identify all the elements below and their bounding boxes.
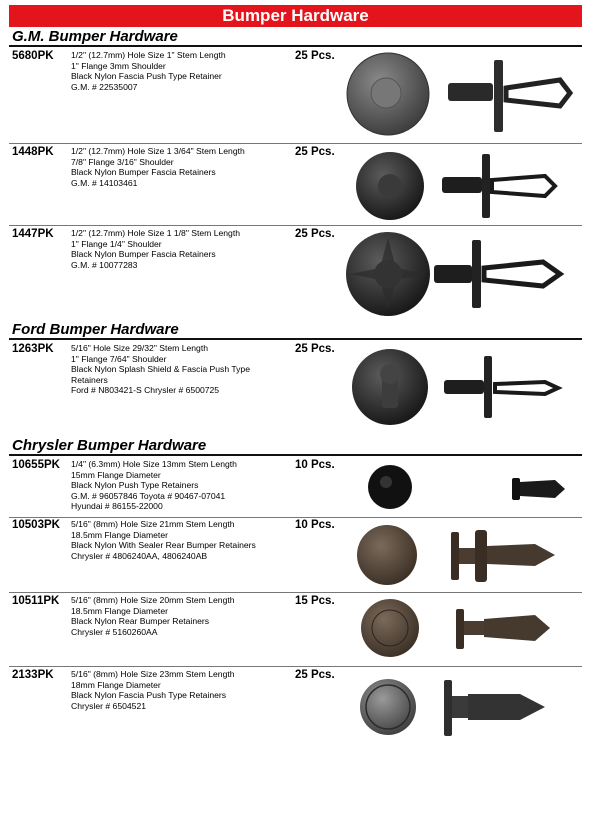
description-line: 1" Flange 7/64" Shoulder bbox=[71, 353, 167, 364]
item-divider bbox=[9, 225, 582, 226]
product-description bbox=[71, 146, 301, 188]
item-divider bbox=[9, 666, 582, 667]
part-number: 5680PK bbox=[12, 50, 54, 62]
description-line: 1/4" (6.3mm) Hole Size 13mm Stem Length bbox=[71, 459, 237, 469]
description-line: Chrysler # 5160260AA bbox=[71, 626, 158, 637]
description-line: G.M. # 22535007 bbox=[71, 81, 138, 92]
quantity: 10 Pcs. bbox=[295, 459, 335, 471]
item-divider bbox=[9, 592, 582, 593]
description-line: Black Nylon Bumper Fascia Retainers bbox=[71, 167, 216, 177]
description-line: G.M. # 14103461 bbox=[71, 177, 138, 188]
retainer-2133pk-image bbox=[340, 672, 580, 742]
description-line: 18mm Flange Diameter bbox=[71, 679, 161, 690]
description-line: Hyundai # 86155-22000 bbox=[71, 501, 163, 511]
retainer-1447pk-image bbox=[338, 230, 582, 318]
part-number: 10655PK bbox=[12, 459, 60, 471]
quantity: 25 Pcs. bbox=[295, 228, 335, 240]
description-line: Black Nylon With Sealer Rear Bumper Retainers bbox=[71, 540, 256, 550]
section-heading-chrysler bbox=[9, 437, 582, 456]
description-line: Black Nylon Splash Shield & Fascia Push Type bbox=[71, 364, 250, 374]
quantity: 25 Pcs. bbox=[295, 50, 335, 62]
description-line: Black Nylon Fascia Push Type Retainer bbox=[71, 71, 222, 81]
part-number: 1448PK bbox=[12, 146, 54, 158]
product-description bbox=[71, 228, 301, 270]
quantity: 15 Pcs. bbox=[295, 595, 335, 607]
description-line: 5/16" Hole Size 29/32" Stem Length bbox=[71, 343, 209, 353]
section-title: G.M. Bumper Hardware bbox=[12, 28, 178, 45]
product-description bbox=[71, 50, 301, 92]
retainer-10655pk-image bbox=[360, 462, 580, 512]
section-divider bbox=[9, 45, 582, 47]
section-divider bbox=[9, 338, 582, 340]
product-description bbox=[71, 459, 301, 512]
retainer-10511pk-image bbox=[360, 597, 580, 659]
section-heading-ford bbox=[9, 321, 582, 340]
section-heading-gm bbox=[9, 28, 582, 47]
quantity: 25 Pcs. bbox=[295, 669, 335, 681]
item-divider bbox=[9, 143, 582, 144]
description-line: Chrysler # 6504521 bbox=[71, 700, 147, 711]
part-number: 1263PK bbox=[12, 343, 54, 355]
page-title: Bumper Hardware bbox=[9, 5, 582, 27]
description-line: 1" Flange 1/4" Shoulder bbox=[71, 238, 162, 249]
description-line: 1/2" (12.7mm) Hole Size 1 3/64" Stem Length bbox=[71, 146, 245, 156]
description-line: 1/2" (12.7mm) Hole Size 1" Stem Length bbox=[71, 50, 226, 60]
product-description bbox=[71, 595, 301, 637]
section-divider bbox=[9, 454, 582, 456]
retainer-1448pk-image bbox=[340, 148, 580, 224]
quantity: 25 Pcs. bbox=[295, 343, 335, 355]
description-line: 5/16" (8mm) Hole Size 20mm Stem Length bbox=[71, 595, 235, 605]
retainer-1263pk-image bbox=[340, 344, 580, 430]
description-line: 1" Flange 3mm Shoulder bbox=[71, 60, 166, 71]
description-line: Black Nylon Bumper Fascia Retainers bbox=[71, 249, 216, 259]
description-line: 5/16" (8mm) Hole Size 21mm Stem Length bbox=[71, 519, 235, 529]
retainer-10503pk-image bbox=[355, 522, 580, 588]
description-line: 18.5mm Flange Diameter bbox=[71, 605, 168, 616]
description-line: 5/16" (8mm) Hole Size 23mm Stem Length bbox=[71, 669, 235, 679]
product-description bbox=[71, 343, 301, 396]
description-line: G.M. # 96057846 Toyota # 90467-07041 bbox=[71, 490, 226, 501]
quantity: 10 Pcs. bbox=[295, 519, 335, 531]
item-divider bbox=[9, 517, 582, 518]
quantity: 25 Pcs. bbox=[295, 146, 335, 158]
description-line: 1/2" (12.7mm) Hole Size 1 1/8" Stem Length bbox=[71, 228, 240, 238]
section-title: Chrysler Bumper Hardware bbox=[12, 437, 207, 454]
description-line: Retainers bbox=[71, 374, 108, 385]
part-number: 10511PK bbox=[12, 595, 60, 607]
description-line: 15mm Flange Diameter bbox=[71, 469, 161, 480]
description-line: Black Nylon Rear Bumper Retainers bbox=[71, 616, 210, 626]
description-line: G.M. # 10077283 bbox=[71, 259, 138, 270]
product-description bbox=[71, 519, 301, 561]
description-line: 18.5mm Flange Diameter bbox=[71, 529, 168, 540]
part-number: 10503PK bbox=[12, 519, 60, 531]
description-line: 7/8" Flange 3/16" Shoulder bbox=[71, 156, 174, 167]
description-line: Chrysler # 4806240AA, 4806240AB bbox=[71, 550, 208, 561]
part-number: 1447PK bbox=[12, 228, 54, 240]
part-number: 2133PK bbox=[12, 669, 54, 681]
section-title: Ford Bumper Hardware bbox=[12, 321, 179, 338]
description-line: Ford # N803421-S Chrysler # 6500725 bbox=[71, 385, 220, 395]
description-line: Black Nylon Fascia Push Type Retainers bbox=[71, 690, 227, 700]
product-description bbox=[71, 669, 301, 711]
retainer-5680pk-image bbox=[338, 48, 582, 138]
description-line: Black Nylon Push Type Retainers bbox=[71, 480, 199, 490]
